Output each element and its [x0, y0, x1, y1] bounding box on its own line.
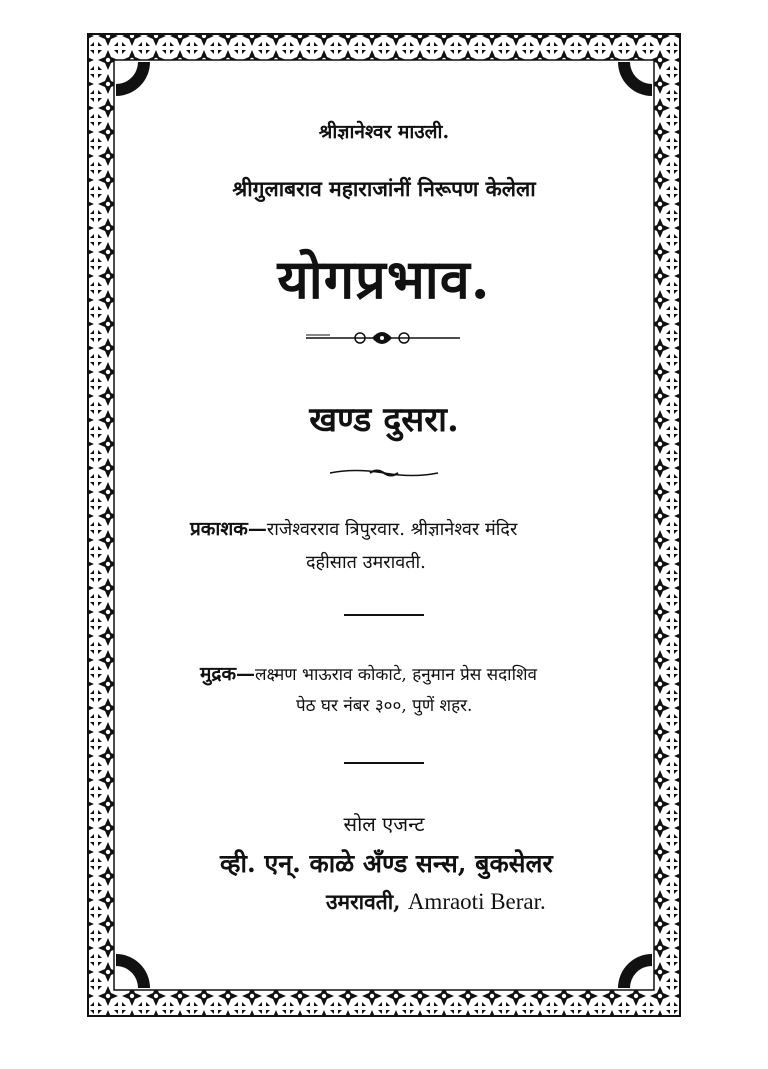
book-title: योगप्रभाव.: [277, 247, 491, 311]
publisher-line-1: [190, 515, 517, 541]
header-line-2: श्रीगुलाबराव महाराजांनीं निरूपण केलेला: [232, 176, 536, 201]
agent-name: व्ही. एन्. काळे अँण्ड सन्स, बुकसेलर: [220, 849, 553, 878]
agent-heading: सोल एजन्ट: [343, 812, 425, 836]
publisher-name: राजेश्वरराव त्रिपुरवार. श्रीज्ञानेश्वर मंदिर: [266, 519, 518, 540]
section-title: खण्ड दुसरा.: [309, 400, 459, 440]
ornament-divider-2: [0, 466, 768, 480]
ornament-divider-1: [0, 326, 768, 350]
publisher-line-2: दहीसात उमरावती.: [306, 552, 426, 573]
printer-name: लक्ष्मण भाऊराव कोकाटे, हनुमान प्रेस सदाशिव: [255, 665, 537, 685]
agent-city-marathi: उमरावती,: [326, 889, 401, 914]
divider-dash-1: [344, 614, 424, 616]
printer-label: मुद्रक—: [200, 663, 256, 685]
header-line-1: श्रीज्ञानेश्वर माउली.: [318, 121, 450, 143]
publisher-label: प्रकाशक—: [190, 518, 267, 540]
divider-dash-2: [344, 762, 424, 764]
agent-city: [326, 888, 546, 916]
agent-city-english: Amraoti Berar.: [407, 889, 546, 914]
printer-line-1: [200, 660, 537, 686]
printer-line-2: पेठ घर नंबर ३००, पुणें शहर.: [296, 696, 473, 716]
